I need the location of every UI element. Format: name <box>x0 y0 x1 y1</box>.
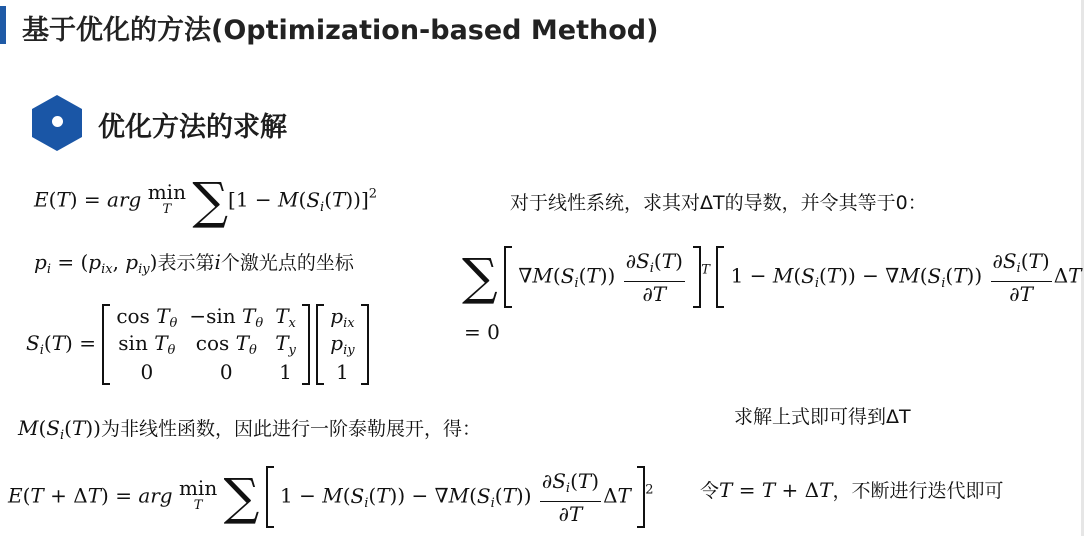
point-vector: $p_{ix}$ $p_{iy}$ 1 <box>316 304 368 385</box>
section-title: 优化方法的求解 <box>98 112 287 143</box>
solve-note: 求解上式即可得到ΔT <box>734 406 911 428</box>
derivative-note: 对于线性系统，求其对ΔT的导数，并令其等于0： <box>510 192 927 214</box>
header-accent-bar <box>0 6 6 44</box>
iterate-text: ，不断进行迭代即可 <box>832 480 1004 502</box>
transform-equation: $S_i(T)$ = $\cos T_\theta$ −sin $T_\theta$ $T_x$ $\sin T_\theta$ $\cos T_\theta$ $T_y$ 0 0 1 $p_{ix}$ $p_{iy}$ 1 <box>26 304 369 385</box>
taylor-note-text: 为非线性函数，因此进行一阶泰勒展开，得： <box>100 418 481 440</box>
hexagon-dot-icon <box>52 116 63 127</box>
rotation-matrix: $\cos T_\theta$ −sin $T_\theta$ $T_x$ $\sin T_\theta$ $\cos T_\theta$ $T_y$ 0 0 1 <box>102 304 310 385</box>
slide-title: 基于优化的方法(Optimization-based Method) <box>22 15 659 46</box>
taylor-note: $M(S_i(T))$为非线性函数，因此进行一阶泰勒展开，得： <box>18 416 481 443</box>
taylor-equation: E(T + ΔT) = arg min T ∑ $1 - M(S_i(T)) - \nabla M(S_i(T))$ $\frac{\partial S_i(T)}{\partial T}$ ΔT $^2$ <box>8 468 654 526</box>
iterate-prefix: 令 <box>700 480 720 502</box>
point-desc-1: 表示第 <box>157 252 215 274</box>
equals-zero: = 0 <box>464 320 500 344</box>
point-definition: $p_i = (p_{ix}$, $p_{iy}$)表示第i个激光点的坐标 <box>34 250 354 277</box>
gradient-equation: ∑ $\nabla M(S_i(T))$ $\frac{\partial S_i(T)}{\partial T}$ $^T$ $1 - M(S_i(T)) - \nabla M(S_i(T))$ $\frac{\partial S_i(T)}{\partial T}$ ΔT <box>462 248 1082 306</box>
point-desc-2: 个激光点的坐标 <box>220 252 354 274</box>
objective-equation: E(T) = arg min T $\sum[1 - M(S_i(T))]^2$ <box>34 172 378 230</box>
iterate-note: 令T = T + ΔT，不断进行迭代即可 <box>700 478 1004 502</box>
